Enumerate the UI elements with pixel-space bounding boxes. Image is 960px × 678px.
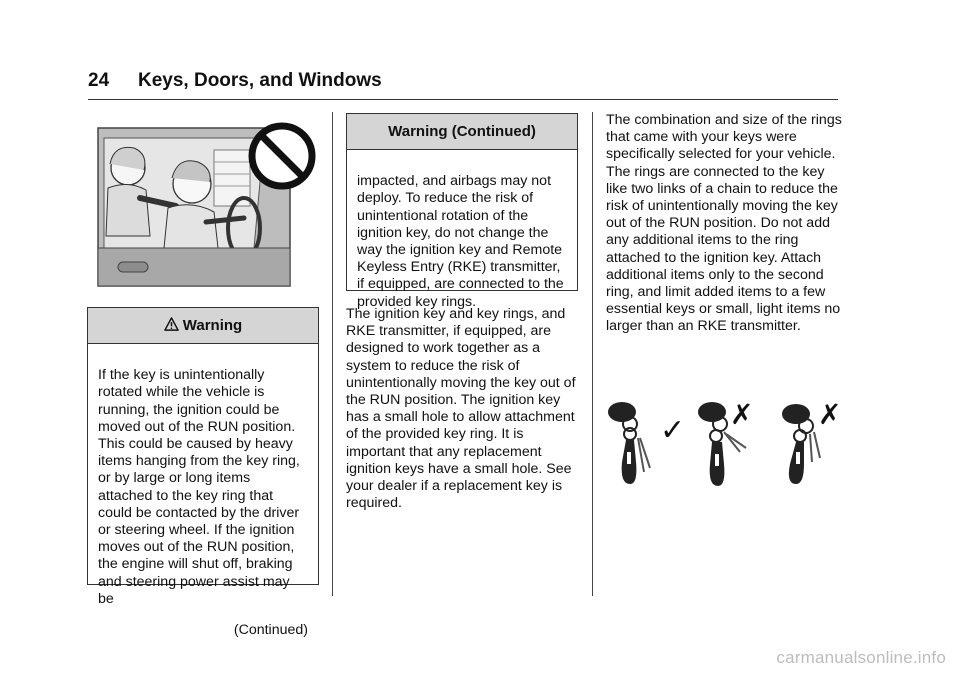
warning-continued-header: Warning (Continued) bbox=[347, 114, 577, 150]
key-ring-illustration bbox=[600, 392, 850, 492]
prohibition-icon bbox=[252, 126, 312, 186]
middle-column bbox=[346, 306, 582, 512]
warning-triangle-icon bbox=[164, 317, 179, 331]
warning-text: If the key is unintentionally rotated while the vehicle is running, the ignition could be moved out of the RUN position. This could be caused by heavy items hanging from the key ring, or by large or long items attached to the key ring that could be contacted by the driver or steering wheel. If the ignition moves out of the RUN position, the engine will shut off, braking and steering power assist may be bbox=[98, 367, 300, 607]
check-icon: ✓ bbox=[660, 413, 686, 448]
children-in-car-illustration bbox=[94, 118, 316, 290]
warning-continued-text: impacted, and airbags may not deploy. To reduce the risk of unintentional rotation of the ignition key, do not change the way the ignition key and Remote Keyless Entry (RKE) transmitter, if equipped, are connected to the provided key rings. bbox=[357, 173, 564, 310]
cross-icon: ✗ bbox=[818, 398, 842, 431]
column-divider-right bbox=[592, 112, 593, 596]
watermark: carmanualsonline.info bbox=[776, 648, 946, 667]
warning-title: Warning bbox=[182, 317, 243, 334]
ignition-key-paragraph: The ignition key and key rings, and RKE transmitter, if equipped, are designed to work together as a system to reduce the risk of unintentionally moving the key out of the RUN position. The ignition key has a small hole to allow attachment of the provided key ring. It is important that any replacement ignition keys have a small hole. See your dealer if a replacement key is required. bbox=[346, 306, 576, 512]
right-column bbox=[606, 112, 842, 336]
page-header bbox=[88, 70, 838, 92]
section-title: Keys, Doors, and Windows bbox=[138, 70, 382, 91]
column-divider-left bbox=[332, 112, 333, 596]
warning-box-header bbox=[88, 308, 318, 344]
cross-icon: ✗ bbox=[730, 398, 754, 431]
continued-label: (Continued) bbox=[233, 622, 308, 639]
warning-box bbox=[87, 307, 319, 639]
header-divider bbox=[88, 99, 838, 100]
key-set-incorrect-2 bbox=[782, 404, 820, 484]
key-rings-paragraph: The combination and size of the rings that came with your keys were specifically selected for your vehicle. The rings are connected to the key like two links of a chain to reduce the risk of unintentionally moving the key out of the RUN position. Do not add any additional items to the ring attached to the ignition key. Attach additional items only to the second ring, and limit added items to a few essential keys or small, light items no larger than an RKE transmitter. bbox=[606, 112, 842, 335]
key-set-correct bbox=[608, 402, 650, 484]
page-number: 24 bbox=[88, 70, 110, 91]
warning-continued-box bbox=[346, 113, 578, 310]
